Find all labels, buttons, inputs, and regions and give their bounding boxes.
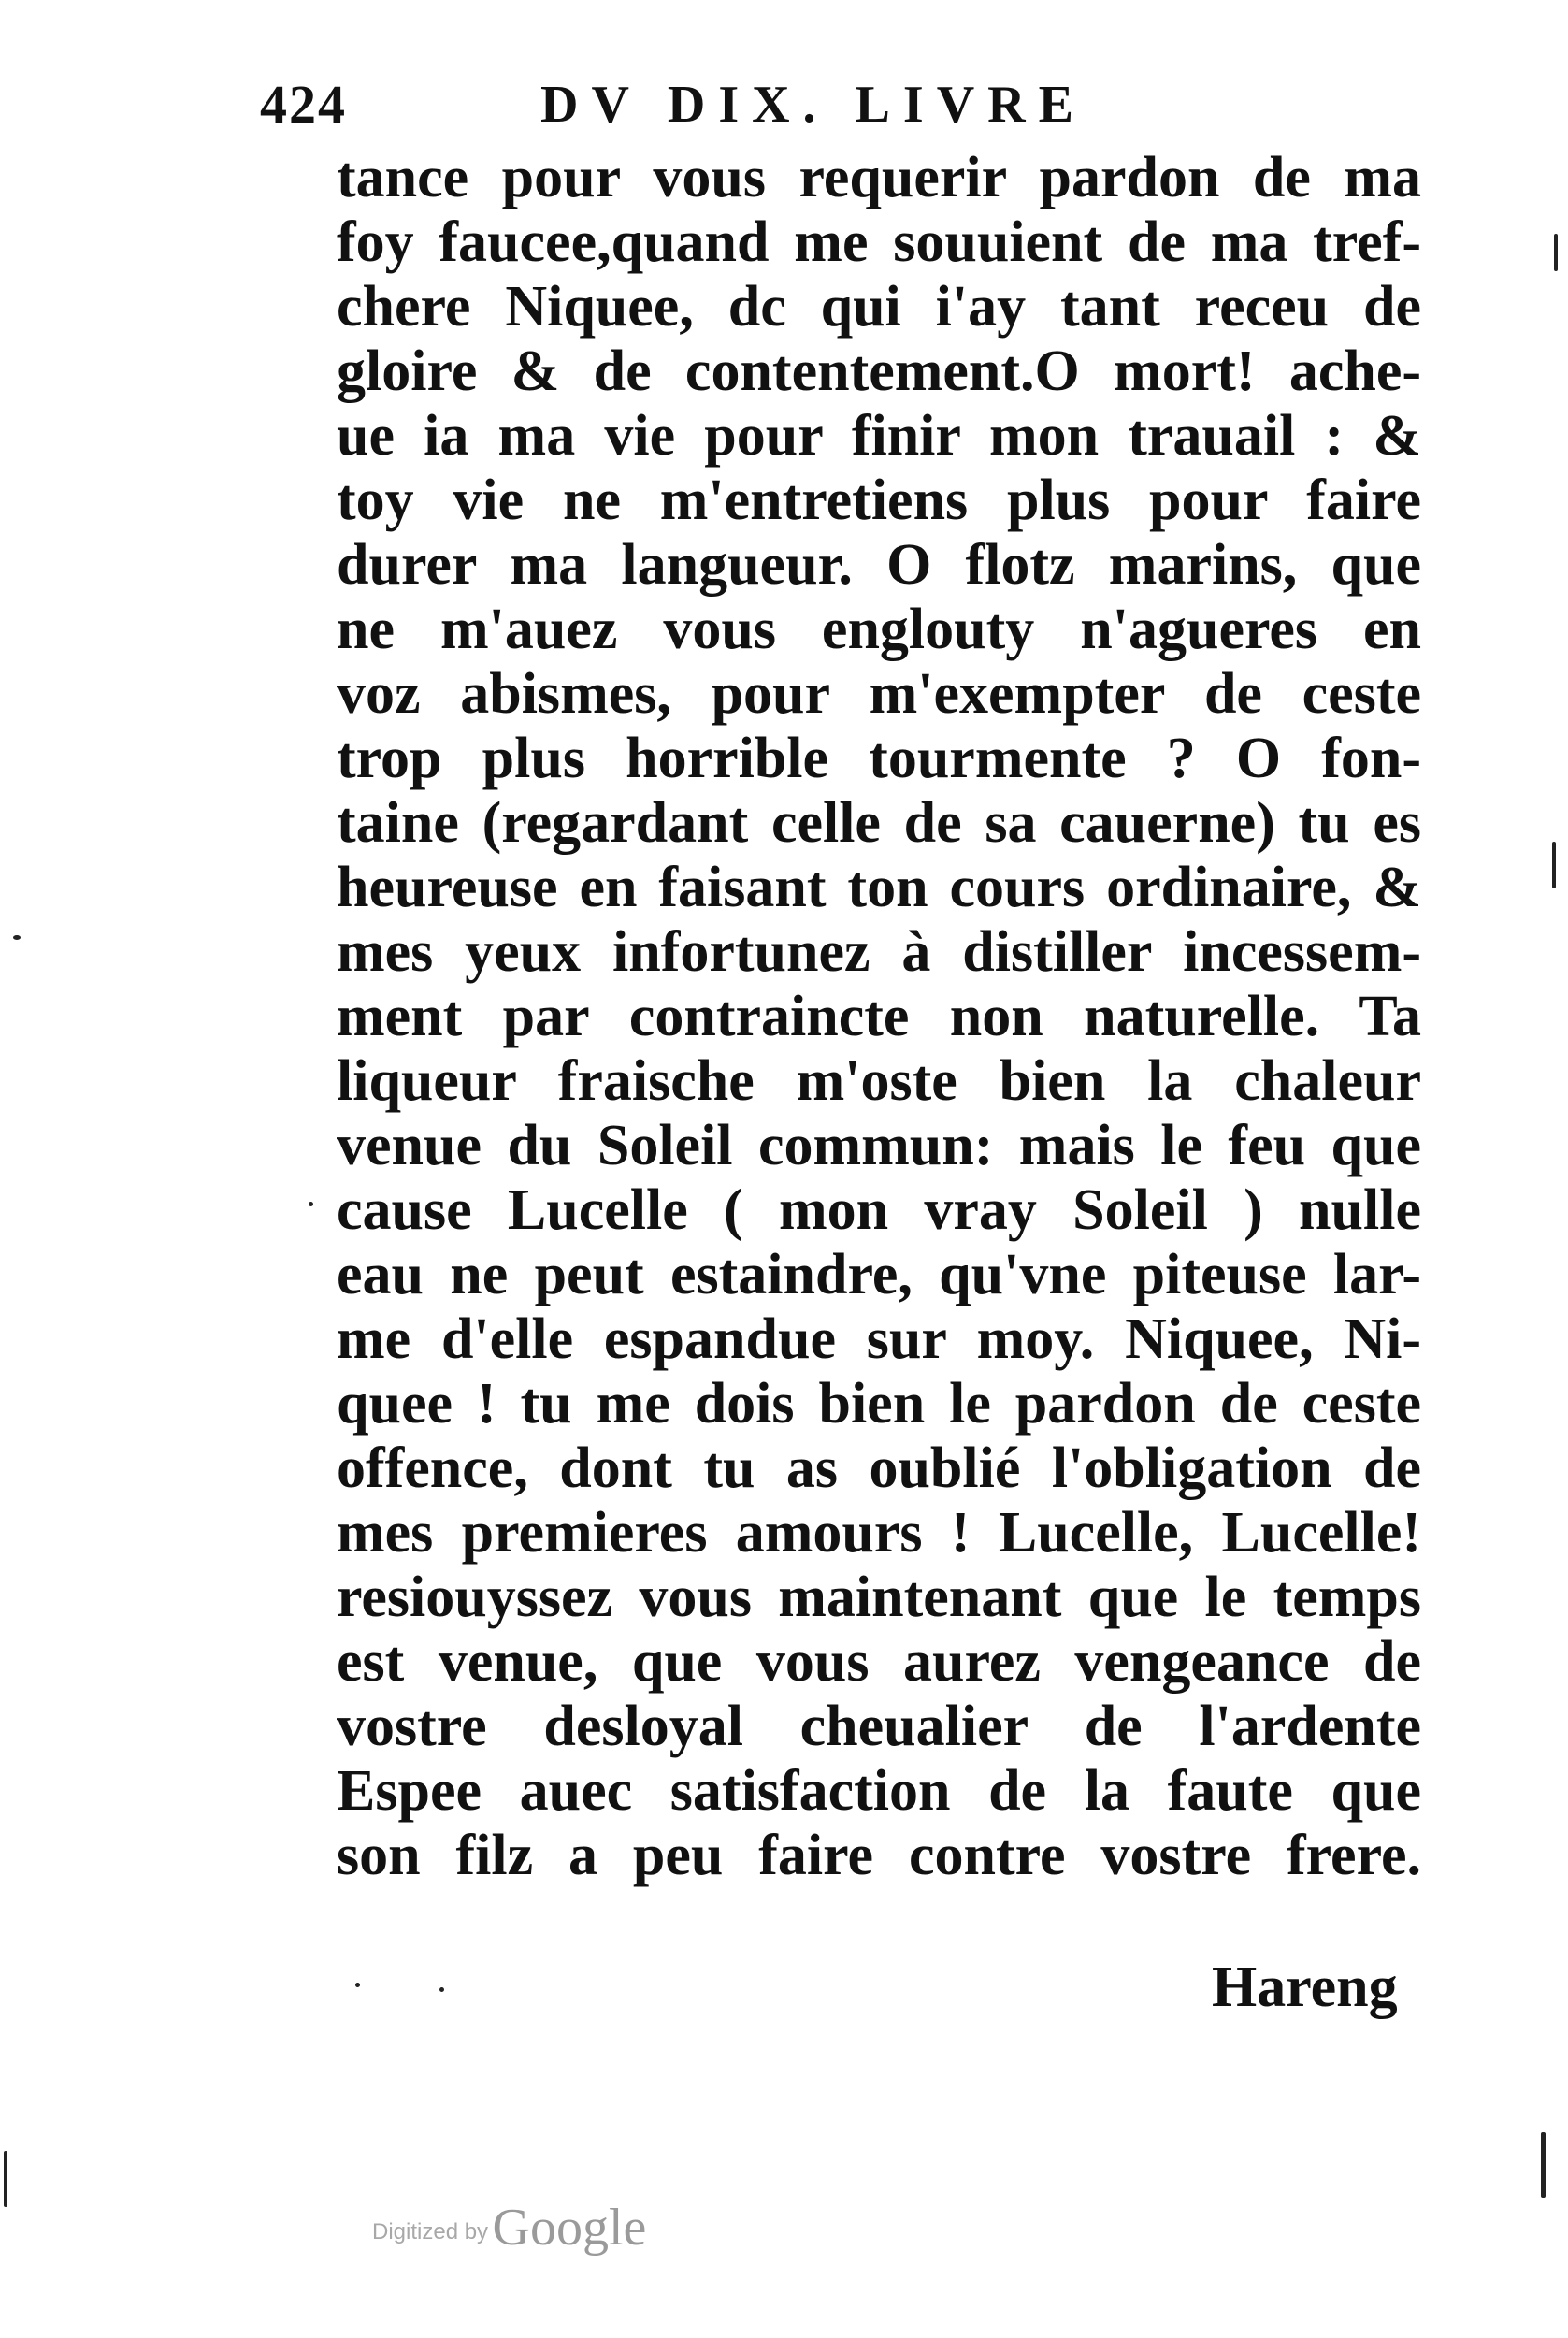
text-line: tance pour vous requerir pardon de ma <box>337 146 1421 209</box>
text-line: mes yeux infortunez à distiller incessem- <box>337 920 1421 984</box>
text-line: liqueur fraische m'oste bien la chaleur <box>337 1049 1421 1113</box>
text-line: heureuse en faisant ton cours ordinaire, & <box>337 856 1421 919</box>
text-line: mes premieres amours ! Lucelle, Lucelle! <box>337 1501 1421 1565</box>
scan-speck <box>309 1202 313 1206</box>
text-line: gloire & de contentement.O mort! ache- <box>337 339 1421 403</box>
text-line: chere Niquee, dc qui i'ay tant receu de <box>337 275 1421 339</box>
text-line: offence, dont tu as oublié l'obligation de <box>337 1436 1421 1500</box>
catchword: Hareng <box>1212 1956 1398 2019</box>
running-head <box>260 73 1410 148</box>
text-line: trop plus horrible tourmente ? O fon- <box>337 727 1421 790</box>
text-line: voz abismes, pour m'exempter de ceste <box>337 662 1421 726</box>
text-line: ne m'auez vous englouty n'agueres en <box>337 598 1421 661</box>
scan-speck <box>1541 2132 1546 2198</box>
body-text <box>337 146 1421 1888</box>
scan-speck <box>4 2151 7 2207</box>
text-line: ment par contraincte non naturelle. Ta <box>337 985 1421 1048</box>
scan-speck <box>1554 234 1558 271</box>
text-line: est venue, que vous aurez vengeance de <box>337 1630 1421 1694</box>
page-number: 424 <box>260 74 347 135</box>
text-line: resiouyssez vous maintenant que le temps <box>337 1566 1421 1629</box>
text-line: ue ia ma vie pour finir mon trauail : & <box>337 404 1421 468</box>
scan-speck <box>1552 842 1556 888</box>
text-line: quee ! tu me dois bien le pardon de ceste <box>337 1372 1421 1436</box>
google-logo: Google <box>492 2199 647 2257</box>
text-line: taine (regardant celle de sa cauerne) tu es <box>337 791 1421 855</box>
text-line: son filz a peu faire contre vostre frere. <box>337 1824 1421 1887</box>
scan-speck <box>355 1983 360 1987</box>
watermark-caption: Digitized by <box>372 2219 489 2244</box>
running-head-title: DV DIX. LIVRE <box>540 76 1086 134</box>
digitized-watermark <box>372 2198 646 2258</box>
text-line: Espee auec satisfaction de la faute que <box>337 1759 1421 1823</box>
scan-speck <box>13 935 21 940</box>
text-line: foy faucee,quand me souuient de ma tref- <box>337 210 1421 274</box>
text-line: me d'elle espandue sur moy. Niquee, Ni- <box>337 1307 1421 1371</box>
text-line: vostre desloyal cheualier de l'ardente <box>337 1695 1421 1758</box>
text-line: durer ma langueur. O flotz marins, que <box>337 533 1421 597</box>
scan-speck <box>439 1987 444 1992</box>
text-line: cause Lucelle ( mon vray Soleil ) nulle <box>337 1178 1421 1242</box>
text-line: venue du Soleil commun: mais le feu que <box>337 1114 1421 1177</box>
text-line: toy vie ne m'entretiens plus pour faire <box>337 469 1421 532</box>
text-line: eau ne peut estaindre, qu'vne piteuse lar- <box>337 1243 1421 1306</box>
